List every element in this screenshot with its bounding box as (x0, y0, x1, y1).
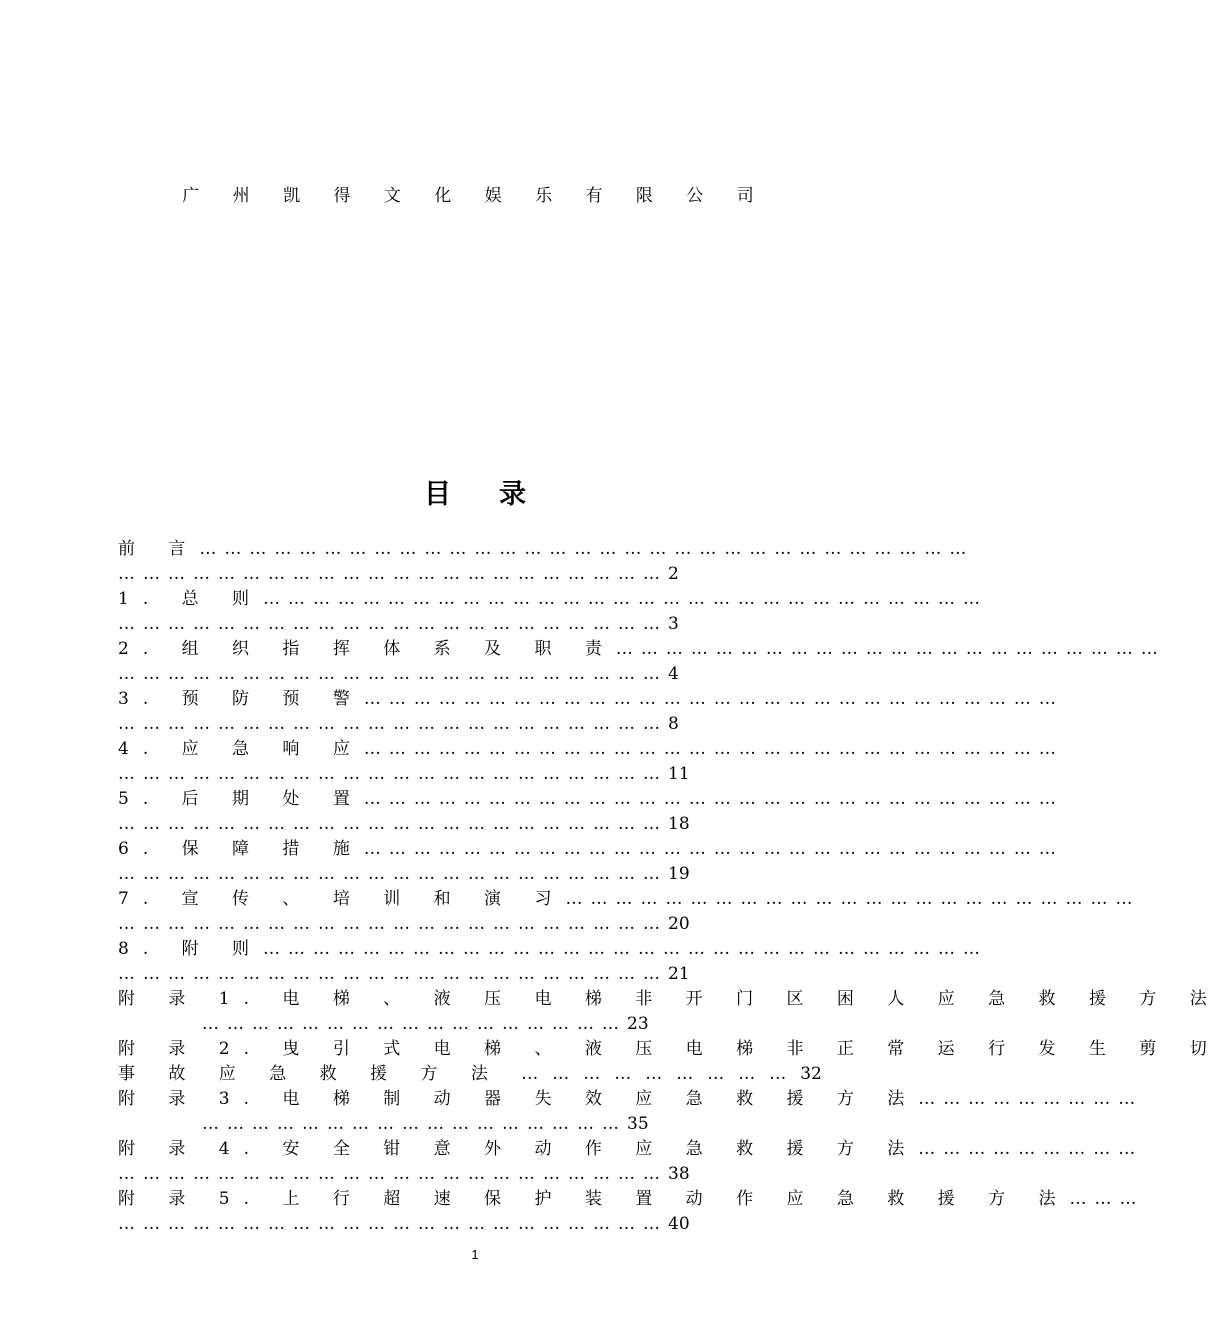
toc-leader: ………………………………………………………………………… (363, 789, 1064, 809)
toc-entry-appendix-2[interactable] (118, 1037, 1221, 1087)
toc-entry-preface[interactable] (118, 537, 975, 587)
toc-page-number: 21 (668, 964, 690, 984)
toc-page-number: 40 (668, 1214, 690, 1234)
toc-entry-3[interactable] (118, 687, 1064, 737)
toc-leader: ……………………… (918, 1089, 1144, 1109)
toc-entry-1[interactable] (118, 587, 989, 637)
toc-label: 附 录 3. 电 梯 制 动 器 失 效 应 急 救 援 方 法 (118, 1089, 919, 1109)
toc-leader: ………………………………………………………… (118, 964, 668, 984)
toc-label: 附 录 5. 上 行 超 速 保 护 装 置 动 作 应 急 救 援 方 法 (118, 1189, 1070, 1209)
toc-entry-appendix-5[interactable] (118, 1187, 1145, 1237)
toc-page-number: 38 (668, 1164, 690, 1184)
toc-leader: ………………………………………………………… (118, 714, 668, 734)
toc-page-number: 8 (668, 714, 679, 734)
toc-label: 1. 总 则 (118, 589, 264, 609)
toc-label: 3. 预 防 预 警 (118, 689, 364, 709)
toc-leader: ………………………………………………………… (118, 564, 668, 584)
toc-leader: ………………………………………………………… (615, 639, 1166, 659)
toc-label: 2. 组 织 指 挥 体 系 及 职 责 (118, 639, 616, 659)
toc-leader: …………………………………………… (202, 1114, 627, 1134)
toc-label: 附 录 2. 曳 引 式 电 梯 、 液 压 电 梯 非 正 常 运 行 发 生 剪 切 (118, 1039, 1221, 1059)
toc-title: 目录 (424, 479, 574, 510)
toc-label: 4. 应 急 响 应 (118, 739, 364, 759)
toc-page-number: 4 (668, 664, 679, 684)
toc-page-number: 18 (668, 814, 690, 834)
toc-entry-appendix-1[interactable] (118, 987, 1221, 1037)
toc-entry-5[interactable] (118, 787, 1064, 837)
toc-entry-2[interactable] (118, 637, 1166, 687)
toc-label: 前 言 (118, 539, 200, 559)
toc-entry-7[interactable] (118, 887, 1141, 937)
toc-label: 8. 附 则 (118, 939, 264, 959)
toc-entry-4[interactable] (118, 737, 1064, 787)
toc-page-number: 19 (668, 864, 690, 884)
toc-leader: ………………………………………………………… (118, 614, 668, 634)
company-name: 广 州 凯 得 文 化 娱 乐 有 限 公 司 (182, 186, 768, 206)
toc-page-number: 20 (668, 914, 690, 934)
toc-leader: …………………………………………………………………………… (263, 939, 989, 959)
toc-page-number: 3 (668, 614, 679, 634)
toc-label: 附 录 4. 安 全 钳 意 外 动 作 应 急 救 援 方 法 (118, 1139, 919, 1159)
toc-label: 5. 后 期 处 置 (118, 789, 364, 809)
toc-leader: ………………………………………………………………………………… (199, 539, 975, 559)
toc-leader: ………………………………………………………… (118, 814, 668, 834)
toc-leader: …………………………………………………………… (565, 889, 1141, 909)
toc-label: 6. 保 障 措 施 (118, 839, 364, 859)
table-of-contents (118, 537, 1221, 1237)
toc-leader: ………………………………………………………… (118, 764, 668, 784)
toc-leader: ………………………………………………………………………… (363, 739, 1064, 759)
toc-entry-appendix-3[interactable] (118, 1087, 1144, 1137)
toc-page-number: 2 (668, 564, 679, 584)
toc-entry-6[interactable] (118, 837, 1064, 887)
toc-leader: ………………………………………………………… (118, 1214, 668, 1234)
toc-page-number: 35 (627, 1114, 649, 1134)
toc-label-continued: 事 故 应 急 救 援 方 法 ……………………… (118, 1064, 801, 1084)
toc-leader: ………………………………………………………… (118, 864, 668, 884)
toc-leader: ………………………………………………………………………… (363, 689, 1064, 709)
toc-entry-8[interactable] (118, 937, 989, 987)
toc-leader: ………………………………………………………………………… (363, 839, 1064, 859)
page-number-footer: 1 (471, 1247, 479, 1262)
toc-leader: ……………………… (918, 1139, 1144, 1159)
toc-leader: …………………………………………………………………………… (263, 589, 989, 609)
toc-page-number: 23 (627, 1014, 649, 1034)
toc-leader: ……… (1069, 1189, 1145, 1209)
toc-page-number: 11 (668, 764, 690, 784)
toc-leader: …………………………………………… (202, 1014, 627, 1034)
toc-label: 7. 宣 传 、 培 训 和 演 习 (118, 889, 566, 909)
toc-label: 附 录 1. 电 梯 、 液 压 电 梯 非 开 门 区 困 人 应 急 救 援 方 法 (118, 989, 1221, 1009)
toc-leader: ………………………………………………………… (118, 1164, 668, 1184)
toc-page-number: 32 (800, 1064, 822, 1084)
toc-entry-appendix-4[interactable] (118, 1137, 1144, 1187)
toc-leader: ………………………………………………………… (118, 914, 668, 934)
toc-leader: ………………………………………………………… (118, 664, 668, 684)
